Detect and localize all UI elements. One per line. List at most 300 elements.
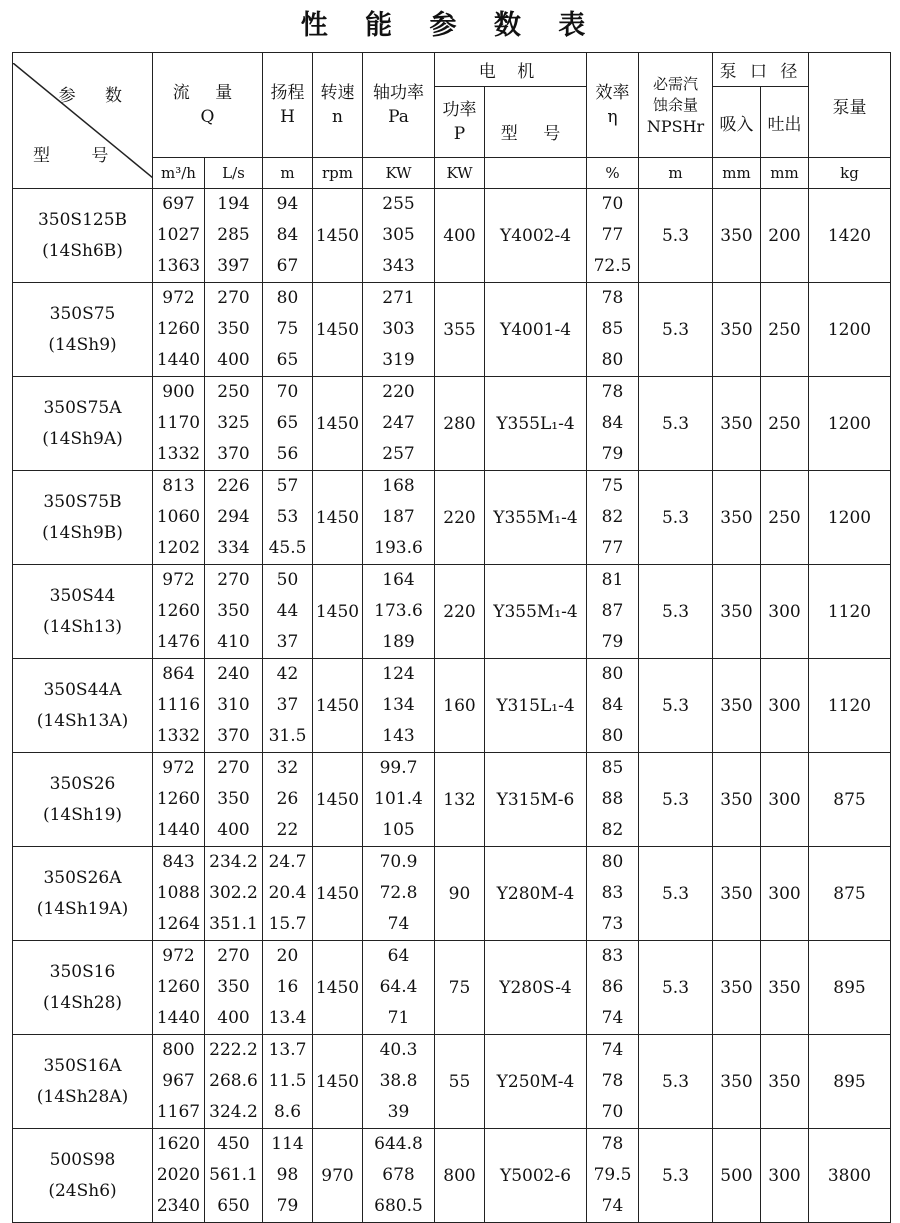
model-alias: (24Sh6) — [48, 1180, 117, 1201]
eff-cell — [587, 189, 639, 283]
eff-value: 80 — [601, 350, 624, 370]
table-row — [13, 847, 891, 941]
h-value: 53 — [276, 507, 299, 527]
npsh-cell: 5.3 — [639, 753, 713, 847]
pa-value: 38.8 — [379, 1071, 418, 1091]
pa-cell — [363, 659, 435, 753]
q-m3h-value: 900 — [162, 382, 195, 402]
model-name: 350S26A — [43, 867, 122, 888]
outlet-cell: 300 — [761, 1129, 809, 1223]
model-alias: (14Sh9A) — [42, 428, 123, 449]
table-row — [13, 565, 891, 659]
npsh-cell: 5.3 — [639, 941, 713, 1035]
n-cell: 1450 — [313, 847, 363, 941]
q-m3h-cell — [153, 753, 205, 847]
h-value: 11.5 — [268, 1071, 307, 1091]
q-m3h-cell — [153, 471, 205, 565]
inlet-cell: 350 — [713, 189, 761, 283]
inlet-cell: 350 — [713, 565, 761, 659]
q-m3h-value: 1440 — [156, 350, 201, 370]
shaft-power-label: 轴功率 — [373, 83, 424, 103]
h-cell — [263, 565, 313, 659]
q-ls-value: 325 — [217, 413, 250, 433]
npsh-cell: 5.3 — [639, 847, 713, 941]
weight-cell: 895 — [809, 941, 891, 1035]
q-ls-value: 400 — [217, 350, 250, 370]
eff-value: 80 — [601, 726, 624, 746]
h-value: 16 — [276, 977, 299, 997]
q-ls-value: 240 — [217, 664, 250, 684]
eff-cell — [587, 565, 639, 659]
q-m3h-cell — [153, 377, 205, 471]
q-ls-value: 310 — [217, 695, 250, 715]
pa-value: 680.5 — [374, 1196, 423, 1216]
model-cell — [13, 565, 153, 659]
h-value: 80 — [276, 288, 299, 308]
efficiency-symbol: η — [607, 107, 618, 127]
pa-value: 74 — [387, 914, 410, 934]
model-name: 350S75 — [49, 303, 116, 324]
q-ls-value: 350 — [217, 601, 250, 621]
n-cell: 1450 — [313, 1035, 363, 1129]
table-row — [13, 283, 891, 377]
eff-value: 82 — [601, 820, 624, 840]
pa-cell — [363, 471, 435, 565]
model-cell — [13, 377, 153, 471]
model-name: 350S16A — [43, 1055, 122, 1076]
q-m3h-value: 1088 — [156, 883, 201, 903]
performance-table — [12, 52, 891, 1223]
pa-value: 678 — [382, 1165, 415, 1185]
npsh-cell: 5.3 — [639, 283, 713, 377]
h-value: 57 — [276, 476, 299, 496]
h-cell — [263, 847, 313, 941]
unit-motor-model — [485, 158, 587, 189]
pa-value: 71 — [387, 1008, 410, 1028]
weight-cell: 1120 — [809, 659, 891, 753]
head-header — [263, 53, 313, 158]
weight-cell: 1420 — [809, 189, 891, 283]
pa-value: 143 — [382, 726, 415, 746]
pa-cell — [363, 1129, 435, 1223]
h-value: 65 — [276, 413, 299, 433]
motor-cell: Y355M₁-4 — [485, 471, 587, 565]
outlet-cell: 250 — [761, 471, 809, 565]
eff-value: 83 — [601, 946, 624, 966]
h-cell — [263, 189, 313, 283]
unit-flow-ls: L/s — [205, 158, 263, 189]
h-cell — [263, 659, 313, 753]
q-ls-value: 351.1 — [209, 914, 258, 934]
h-value: 24.7 — [268, 852, 307, 872]
q-m3h-cell — [153, 941, 205, 1035]
eff-cell — [587, 1035, 639, 1129]
shaft-power-header — [363, 53, 435, 158]
eff-value: 85 — [601, 319, 624, 339]
flow-symbol: Q — [200, 107, 215, 127]
npsh-cell: 5.3 — [639, 565, 713, 659]
pa-value: 187 — [382, 507, 415, 527]
h-value: 31.5 — [268, 726, 307, 746]
h-value: 94 — [276, 194, 299, 214]
eff-value: 78 — [601, 1071, 624, 1091]
p-cell: 90 — [435, 847, 485, 941]
eff-value: 80 — [601, 852, 624, 872]
inlet-cell: 350 — [713, 659, 761, 753]
q-m3h-value: 1170 — [156, 413, 201, 433]
q-ls-cell — [205, 941, 263, 1035]
q-m3h-value: 813 — [162, 476, 195, 496]
h-value: 75 — [276, 319, 299, 339]
q-ls-cell — [205, 659, 263, 753]
pa-value: 343 — [382, 256, 415, 276]
q-m3h-value: 972 — [162, 946, 195, 966]
outlet-cell: 300 — [761, 753, 809, 847]
h-cell — [263, 377, 313, 471]
pa-value: 247 — [382, 413, 415, 433]
model-cell — [13, 1129, 153, 1223]
model-alias: (14Sh19) — [42, 804, 123, 825]
q-m3h-value: 1116 — [156, 695, 201, 715]
q-m3h-value: 1264 — [156, 914, 201, 934]
pa-cell — [363, 753, 435, 847]
model-cell — [13, 283, 153, 377]
pa-cell — [363, 377, 435, 471]
pa-value: 303 — [382, 319, 415, 339]
p-cell: 220 — [435, 471, 485, 565]
p-cell: 75 — [435, 941, 485, 1035]
p-cell: 132 — [435, 753, 485, 847]
motor-header: 电 机 — [435, 53, 587, 87]
weight-cell: 1120 — [809, 565, 891, 659]
model-name: 350S26 — [49, 773, 116, 794]
motor-cell: Y4001-4 — [485, 283, 587, 377]
npsh-label-2: 蚀余量 — [652, 95, 698, 114]
q-m3h-value: 1260 — [156, 601, 201, 621]
motor-cell: Y355M₁-4 — [485, 565, 587, 659]
q-m3h-cell — [153, 847, 205, 941]
q-m3h-value: 1260 — [156, 977, 201, 997]
q-ls-value: 450 — [217, 1134, 250, 1154]
q-ls-value: 226 — [217, 476, 250, 496]
outlet-cell: 250 — [761, 283, 809, 377]
motor-cell: Y4002-4 — [485, 189, 587, 283]
param-label: 参 数 — [58, 86, 134, 106]
q-m3h-cell — [153, 565, 205, 659]
eff-value: 77 — [601, 538, 624, 558]
h-cell — [263, 1129, 313, 1223]
flow-header — [153, 53, 263, 158]
q-m3h-cell — [153, 283, 205, 377]
q-ls-value: 334 — [217, 538, 250, 558]
eff-cell — [587, 847, 639, 941]
q-m3h-value: 1363 — [156, 256, 201, 276]
p-cell: 55 — [435, 1035, 485, 1129]
table-row — [13, 659, 891, 753]
q-m3h-value: 843 — [162, 852, 195, 872]
q-ls-value: 370 — [217, 726, 250, 746]
eff-value: 82 — [601, 507, 624, 527]
inlet-cell: 350 — [713, 283, 761, 377]
q-ls-value: 400 — [217, 820, 250, 840]
pa-value: 257 — [382, 444, 415, 464]
eff-value: 84 — [601, 695, 624, 715]
npsh-cell: 5.3 — [639, 1035, 713, 1129]
pa-value: 72.8 — [379, 883, 418, 903]
q-m3h-value: 1260 — [156, 319, 201, 339]
h-cell — [263, 941, 313, 1035]
p-cell: 220 — [435, 565, 485, 659]
q-ls-cell — [205, 283, 263, 377]
p-cell: 160 — [435, 659, 485, 753]
pa-value: 319 — [382, 350, 415, 370]
weight-cell: 895 — [809, 1035, 891, 1129]
motor-power-label: 功率 — [442, 100, 477, 120]
motor-cell: Y315M-6 — [485, 753, 587, 847]
h-value: 13.7 — [268, 1040, 307, 1060]
q-ls-value: 350 — [217, 789, 250, 809]
model-label: 型 号 — [33, 146, 127, 166]
q-ls-cell — [205, 1035, 263, 1129]
npsh-symbol: NPSHr — [646, 116, 705, 136]
h-value: 20.4 — [268, 883, 307, 903]
unit-head: m — [263, 158, 313, 189]
model-name: 350S125B — [37, 209, 128, 230]
pa-cell — [363, 941, 435, 1035]
motor-power-header — [435, 87, 485, 158]
unit-shaft-power: KW — [363, 158, 435, 189]
unit-flow-m3h: m³/h — [153, 158, 205, 189]
inlet-cell: 350 — [713, 471, 761, 565]
weight-cell: 875 — [809, 847, 891, 941]
pa-value: 40.3 — [379, 1040, 418, 1060]
port-diameter-header: 泵 口 径 — [713, 53, 809, 87]
pa-value: 164 — [382, 570, 415, 590]
q-ls-value: 270 — [217, 946, 250, 966]
pa-value: 39 — [387, 1102, 410, 1122]
n-cell: 970 — [313, 1129, 363, 1223]
pa-value: 220 — [382, 382, 415, 402]
eff-value: 88 — [601, 789, 624, 809]
unit-npsh: m — [639, 158, 713, 189]
table-row — [13, 471, 891, 565]
unit-weight: kg — [809, 158, 891, 189]
h-value: 37 — [276, 632, 299, 652]
q-ls-value: 194 — [217, 194, 250, 214]
q-ls-value: 270 — [217, 570, 250, 590]
pa-value: 193.6 — [374, 538, 423, 558]
q-m3h-cell — [153, 1035, 205, 1129]
q-ls-cell — [205, 471, 263, 565]
motor-cell: Y5002-6 — [485, 1129, 587, 1223]
q-ls-cell — [205, 565, 263, 659]
pa-value: 305 — [382, 225, 415, 245]
efficiency-label: 效率 — [595, 83, 630, 103]
q-ls-cell — [205, 753, 263, 847]
q-ls-value: 285 — [217, 225, 250, 245]
pa-cell — [363, 847, 435, 941]
q-ls-value: 400 — [217, 1008, 250, 1028]
model-name: 350S16 — [49, 961, 116, 982]
eff-value: 85 — [601, 758, 624, 778]
npsh-cell: 5.3 — [639, 659, 713, 753]
q-ls-value: 268.6 — [209, 1071, 258, 1091]
eff-value: 81 — [601, 570, 624, 590]
pa-value: 101.4 — [374, 789, 423, 809]
table-row — [13, 1035, 891, 1129]
h-value: 26 — [276, 789, 299, 809]
model-cell — [13, 941, 153, 1035]
table-row — [13, 1129, 891, 1223]
q-m3h-value: 972 — [162, 288, 195, 308]
h-value: 65 — [276, 350, 299, 370]
eff-cell — [587, 471, 639, 565]
h-value: 20 — [276, 946, 299, 966]
diagonal-header-cell — [13, 53, 153, 189]
eff-cell — [587, 1129, 639, 1223]
h-value: 22 — [276, 820, 299, 840]
h-value: 84 — [276, 225, 299, 245]
q-m3h-value: 1620 — [156, 1134, 201, 1154]
model-name: 350S75B — [43, 491, 122, 512]
head-label: 扬程 — [270, 83, 305, 103]
eff-value: 74 — [601, 1008, 624, 1028]
q-ls-cell — [205, 1129, 263, 1223]
pa-cell — [363, 189, 435, 283]
q-m3h-value: 697 — [162, 194, 195, 214]
h-cell — [263, 283, 313, 377]
model-alias: (14Sh13) — [42, 616, 123, 637]
pa-value: 189 — [382, 632, 415, 652]
q-ls-value: 270 — [217, 288, 250, 308]
model-alias: (14Sh28) — [42, 992, 123, 1013]
inlet-cell: 350 — [713, 1035, 761, 1129]
q-ls-value: 410 — [217, 632, 250, 652]
weight-cell: 1200 — [809, 377, 891, 471]
motor-cell: Y280M-4 — [485, 847, 587, 941]
model-alias: (14Sh6B) — [42, 240, 123, 261]
h-cell — [263, 471, 313, 565]
h-cell — [263, 753, 313, 847]
model-cell — [13, 1035, 153, 1129]
flow-label: 流 量 — [172, 83, 243, 103]
q-ls-cell — [205, 377, 263, 471]
outlet-cell: 300 — [761, 847, 809, 941]
pa-cell — [363, 1035, 435, 1129]
h-value: 37 — [276, 695, 299, 715]
eff-value: 73 — [601, 914, 624, 934]
model-name: 350S44 — [49, 585, 116, 606]
q-ls-value: 370 — [217, 444, 250, 464]
eff-value: 84 — [601, 413, 624, 433]
eff-cell — [587, 941, 639, 1035]
q-ls-cell — [205, 847, 263, 941]
q-m3h-value: 1476 — [156, 632, 201, 652]
q-ls-value: 222.2 — [209, 1040, 258, 1060]
motor-model-header: 型 号 — [485, 87, 587, 158]
eff-value: 79 — [601, 632, 624, 652]
eff-value: 83 — [601, 883, 624, 903]
model-cell — [13, 753, 153, 847]
h-value: 56 — [276, 444, 299, 464]
q-ls-value: 250 — [217, 382, 250, 402]
pa-cell — [363, 565, 435, 659]
p-cell: 800 — [435, 1129, 485, 1223]
h-value: 45.5 — [268, 538, 307, 558]
n-cell: 1450 — [313, 753, 363, 847]
eff-value: 77 — [601, 225, 624, 245]
q-m3h-cell — [153, 189, 205, 283]
q-ls-value: 650 — [217, 1196, 250, 1216]
q-m3h-value: 1440 — [156, 820, 201, 840]
n-cell: 1450 — [313, 283, 363, 377]
q-m3h-value: 864 — [162, 664, 195, 684]
model-cell — [13, 471, 153, 565]
outlet-cell: 350 — [761, 1035, 809, 1129]
q-m3h-value: 2020 — [156, 1165, 201, 1185]
q-m3h-value: 1332 — [156, 444, 201, 464]
motor-cell: Y250M-4 — [485, 1035, 587, 1129]
inlet-cell: 350 — [713, 847, 761, 941]
eff-value: 74 — [601, 1196, 624, 1216]
eff-value: 78 — [601, 382, 624, 402]
q-ls-value: 234.2 — [209, 852, 258, 872]
speed-symbol: n — [332, 107, 343, 127]
p-cell: 355 — [435, 283, 485, 377]
outlet-cell: 200 — [761, 189, 809, 283]
pa-value: 173.6 — [374, 601, 423, 621]
h-value: 79 — [276, 1196, 299, 1216]
unit-motor-power: KW — [435, 158, 485, 189]
q-m3h-value: 1027 — [156, 225, 201, 245]
n-cell: 1450 — [313, 471, 363, 565]
outlet-cell: 350 — [761, 941, 809, 1035]
weight-cell: 3800 — [809, 1129, 891, 1223]
p-cell: 400 — [435, 189, 485, 283]
q-ls-value: 294 — [217, 507, 250, 527]
eff-value: 78 — [601, 288, 624, 308]
pa-value: 255 — [382, 194, 415, 214]
q-ls-value: 324.2 — [209, 1102, 258, 1122]
q-ls-cell — [205, 189, 263, 283]
q-ls-value: 397 — [217, 256, 250, 276]
eff-cell — [587, 753, 639, 847]
h-value: 114 — [271, 1134, 304, 1154]
model-alias: (14Sh13A) — [36, 710, 129, 731]
npsh-cell: 5.3 — [639, 1129, 713, 1223]
q-m3h-value: 2340 — [156, 1196, 201, 1216]
h-value: 98 — [276, 1165, 299, 1185]
weight-cell: 1200 — [809, 283, 891, 377]
model-alias: (14Sh28A) — [36, 1086, 129, 1107]
npsh-cell: 5.3 — [639, 377, 713, 471]
pa-value: 644.8 — [374, 1134, 423, 1154]
h-value: 13.4 — [268, 1008, 307, 1028]
eff-value: 78 — [601, 1134, 624, 1154]
q-ls-value: 561.1 — [209, 1165, 258, 1185]
pa-value: 168 — [382, 476, 415, 496]
p-cell: 280 — [435, 377, 485, 471]
speed-header — [313, 53, 363, 158]
q-m3h-cell — [153, 659, 205, 753]
table-row — [13, 753, 891, 847]
n-cell: 1450 — [313, 941, 363, 1035]
unit-speed: rpm — [313, 158, 363, 189]
eff-cell — [587, 659, 639, 753]
q-m3h-value: 1202 — [156, 538, 201, 558]
motor-power-symbol: P — [453, 124, 466, 144]
q-m3h-value: 800 — [162, 1040, 195, 1060]
